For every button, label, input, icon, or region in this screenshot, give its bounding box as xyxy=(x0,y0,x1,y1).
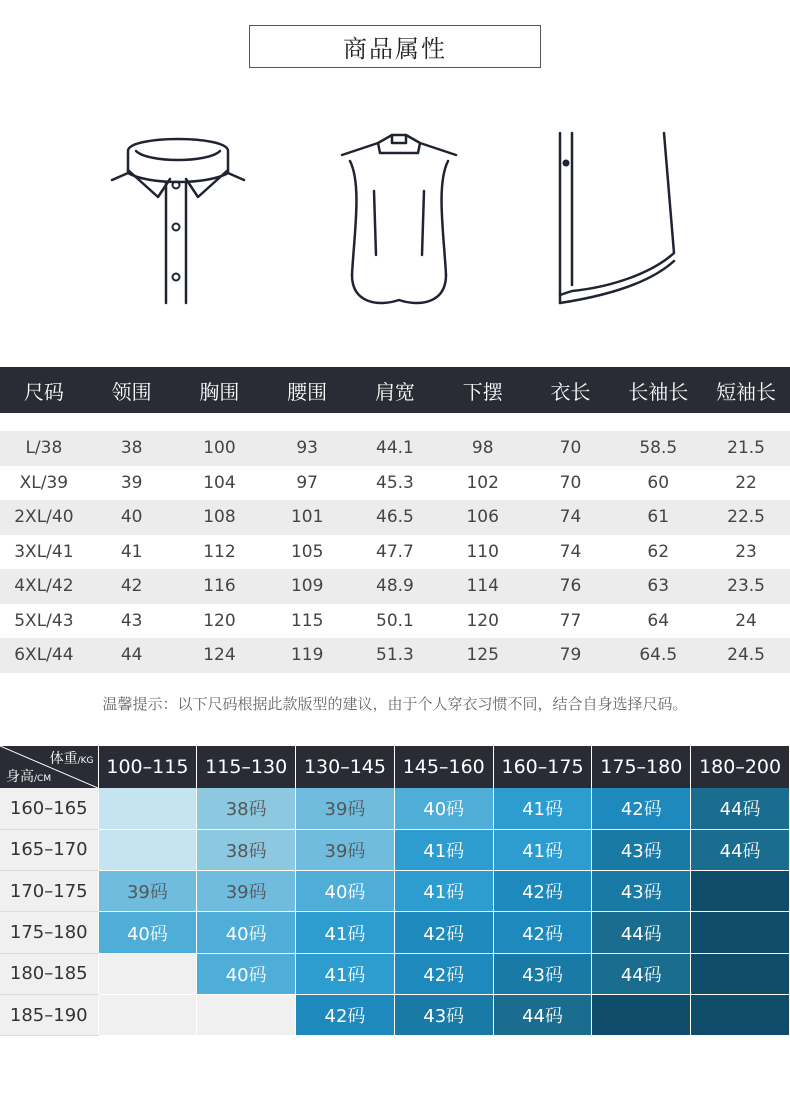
size-cell: 98 xyxy=(439,431,527,466)
size-cell: 70 xyxy=(527,431,615,466)
col-long-sleeve: 长袖长 xyxy=(614,367,702,413)
size-cell: 23 xyxy=(702,535,790,570)
recommend-size-cell: 40码 xyxy=(394,788,493,829)
recommend-size-cell: 44码 xyxy=(691,829,790,870)
size-row xyxy=(0,500,790,535)
recommend-size-cell: 41码 xyxy=(394,871,493,912)
size-cell: 97 xyxy=(263,466,351,501)
size-cell: 120 xyxy=(439,604,527,639)
size-tip: 温馨提示：以下尺码根据此款版型的建议，由于个人穿衣习惯不同，结合自身选择尺码。 xyxy=(102,695,688,713)
recommend-size-cell: 44码 xyxy=(592,912,691,953)
size-cell: 62 xyxy=(614,535,702,570)
size-row xyxy=(0,569,790,604)
recommend-size-cell: 43码 xyxy=(394,994,493,1035)
back-illustration xyxy=(338,125,460,315)
size-cell: 63 xyxy=(614,569,702,604)
recommend-size-cell: 40码 xyxy=(98,912,197,953)
recommend-size-cell: 44码 xyxy=(691,788,790,829)
sleeve-illustration xyxy=(556,125,686,310)
recommend-size-cell xyxy=(691,953,790,994)
size-cell: 39 xyxy=(88,466,176,501)
col-shoulder: 肩宽 xyxy=(351,367,439,413)
size-cell: 38 xyxy=(88,431,176,466)
size-cell: 114 xyxy=(439,569,527,604)
height-label: 身高/CM xyxy=(6,769,52,785)
recommend-size-cell xyxy=(691,912,790,953)
size-cell: 45.3 xyxy=(351,466,439,501)
col-waist: 腰围 xyxy=(263,367,351,413)
recommend-size-cell: 40码 xyxy=(197,912,296,953)
recommend-size-cell xyxy=(691,871,790,912)
size-cell: 44 xyxy=(88,638,176,673)
recommend-size-cell xyxy=(197,994,296,1035)
size-cell: XL/39 xyxy=(0,466,88,501)
size-cell: 44.1 xyxy=(351,431,439,466)
size-cell: 47.7 xyxy=(351,535,439,570)
recommend-size-cell: 43码 xyxy=(493,953,592,994)
size-cell: 101 xyxy=(263,500,351,535)
size-cell: 64 xyxy=(614,604,702,639)
col-neck: 领围 xyxy=(88,367,176,413)
height-range-cell: 170–175 xyxy=(0,871,98,912)
size-cell: 50.1 xyxy=(351,604,439,639)
recommend-size-cell: 44码 xyxy=(493,994,592,1035)
col-size: 尺码 xyxy=(0,367,88,413)
size-cell: 43 xyxy=(88,604,176,639)
weight-range-header: 100–115 xyxy=(98,746,197,788)
size-cell: L/38 xyxy=(0,431,88,466)
recommend-size-cell: 43码 xyxy=(592,871,691,912)
weight-range-header: 180–200 xyxy=(691,746,790,788)
recommend-size-cell: 44码 xyxy=(592,953,691,994)
recommend-size-cell: 38码 xyxy=(197,829,296,870)
size-cell: 102 xyxy=(439,466,527,501)
recommend-size-cell xyxy=(98,788,197,829)
size-row xyxy=(0,466,790,501)
recommend-size-cell: 41码 xyxy=(493,829,592,870)
recommend-size-cell: 42码 xyxy=(493,871,592,912)
size-cell: 70 xyxy=(527,466,615,501)
height-range-cell: 160–165 xyxy=(0,788,98,829)
size-cell: 64.5 xyxy=(614,638,702,673)
col-hem: 下摆 xyxy=(439,367,527,413)
size-cell: 120 xyxy=(176,604,264,639)
recommend-size-cell: 39码 xyxy=(296,788,395,829)
size-cell: 105 xyxy=(263,535,351,570)
weight-header-row xyxy=(0,746,790,788)
size-cell: 60 xyxy=(614,466,702,501)
size-cell: 74 xyxy=(527,535,615,570)
recommend-row xyxy=(0,829,790,870)
col-length: 衣长 xyxy=(527,367,615,413)
size-row xyxy=(0,638,790,673)
size-cell: 40 xyxy=(88,500,176,535)
recommend-size-cell: 40码 xyxy=(197,953,296,994)
size-cell: 104 xyxy=(176,466,264,501)
recommend-size-cell: 39码 xyxy=(197,871,296,912)
recommend-size-cell xyxy=(98,994,197,1035)
size-cell: 22.5 xyxy=(702,500,790,535)
recommend-size-cell: 40码 xyxy=(296,871,395,912)
recommend-row xyxy=(0,994,790,1035)
size-cell: 110 xyxy=(439,535,527,570)
size-cell: 116 xyxy=(176,569,264,604)
weight-range-header: 130–145 xyxy=(296,746,395,788)
recommend-size-cell: 41码 xyxy=(296,912,395,953)
recommend-size-cell: 42码 xyxy=(394,912,493,953)
corner-cell xyxy=(0,746,98,788)
size-cell: 106 xyxy=(439,500,527,535)
size-cell: 5XL/43 xyxy=(0,604,88,639)
recommend-row xyxy=(0,788,790,829)
size-cell: 119 xyxy=(263,638,351,673)
recommend-size-cell: 42码 xyxy=(296,994,395,1035)
size-row xyxy=(0,604,790,639)
size-cell: 51.3 xyxy=(351,638,439,673)
recommend-size-cell: 41码 xyxy=(493,788,592,829)
size-cell: 74 xyxy=(527,500,615,535)
size-row xyxy=(0,431,790,466)
size-cell: 46.5 xyxy=(351,500,439,535)
col-chest: 胸围 xyxy=(176,367,264,413)
recommend-size-cell: 39码 xyxy=(296,829,395,870)
recommend-row xyxy=(0,953,790,994)
col-short-sleeve: 短袖长 xyxy=(702,367,790,413)
recommend-size-cell xyxy=(98,829,197,870)
recommend-size-cell: 41码 xyxy=(394,829,493,870)
recommend-size-cell: 42码 xyxy=(394,953,493,994)
size-cell: 41 xyxy=(88,535,176,570)
size-cell: 79 xyxy=(527,638,615,673)
size-cell: 42 xyxy=(88,569,176,604)
recommend-row xyxy=(0,871,790,912)
size-cell: 3XL/41 xyxy=(0,535,88,570)
size-row xyxy=(0,535,790,570)
height-range-cell: 165–170 xyxy=(0,829,98,870)
size-cell: 21.5 xyxy=(702,431,790,466)
size-cell: 22 xyxy=(702,466,790,501)
collar-illustration xyxy=(108,125,248,310)
height-range-cell: 185–190 xyxy=(0,994,98,1035)
page-title: 商品属性 xyxy=(249,25,541,68)
size-cell: 23.5 xyxy=(702,569,790,604)
recommend-size-cell: 43码 xyxy=(592,829,691,870)
size-table-header xyxy=(0,367,790,413)
recommend-size-cell xyxy=(691,994,790,1035)
weight-range-header: 175–180 xyxy=(592,746,691,788)
height-range-cell: 175–180 xyxy=(0,912,98,953)
height-range-cell: 180–185 xyxy=(0,953,98,994)
weight-label: 体重/KG xyxy=(49,751,94,767)
recommend-size-cell: 39码 xyxy=(98,871,197,912)
recommend-size-cell: 38码 xyxy=(197,788,296,829)
recommend-row xyxy=(0,912,790,953)
size-cell: 24.5 xyxy=(702,638,790,673)
size-cell: 76 xyxy=(527,569,615,604)
size-cell: 115 xyxy=(263,604,351,639)
size-cell: 4XL/42 xyxy=(0,569,88,604)
size-cell: 125 xyxy=(439,638,527,673)
size-cell: 6XL/44 xyxy=(0,638,88,673)
recommend-size-cell: 42码 xyxy=(493,912,592,953)
size-cell: 108 xyxy=(176,500,264,535)
size-cell: 2XL/40 xyxy=(0,500,88,535)
size-cell: 58.5 xyxy=(614,431,702,466)
weight-range-header: 160–175 xyxy=(493,746,592,788)
weight-range-header: 115–130 xyxy=(197,746,296,788)
size-cell: 24 xyxy=(702,604,790,639)
recommend-size-cell: 41码 xyxy=(296,953,395,994)
size-cell: 48.9 xyxy=(351,569,439,604)
size-cell: 77 xyxy=(527,604,615,639)
size-table xyxy=(0,367,790,673)
size-recommend-table xyxy=(0,746,790,1036)
size-cell: 100 xyxy=(176,431,264,466)
recommend-size-cell xyxy=(592,994,691,1035)
size-cell: 93 xyxy=(263,431,351,466)
weight-range-header: 145–160 xyxy=(394,746,493,788)
recommend-size-cell xyxy=(98,953,197,994)
size-cell: 112 xyxy=(176,535,264,570)
size-cell: 61 xyxy=(614,500,702,535)
size-cell: 109 xyxy=(263,569,351,604)
recommend-size-cell: 42码 xyxy=(592,788,691,829)
size-cell: 124 xyxy=(176,638,264,673)
